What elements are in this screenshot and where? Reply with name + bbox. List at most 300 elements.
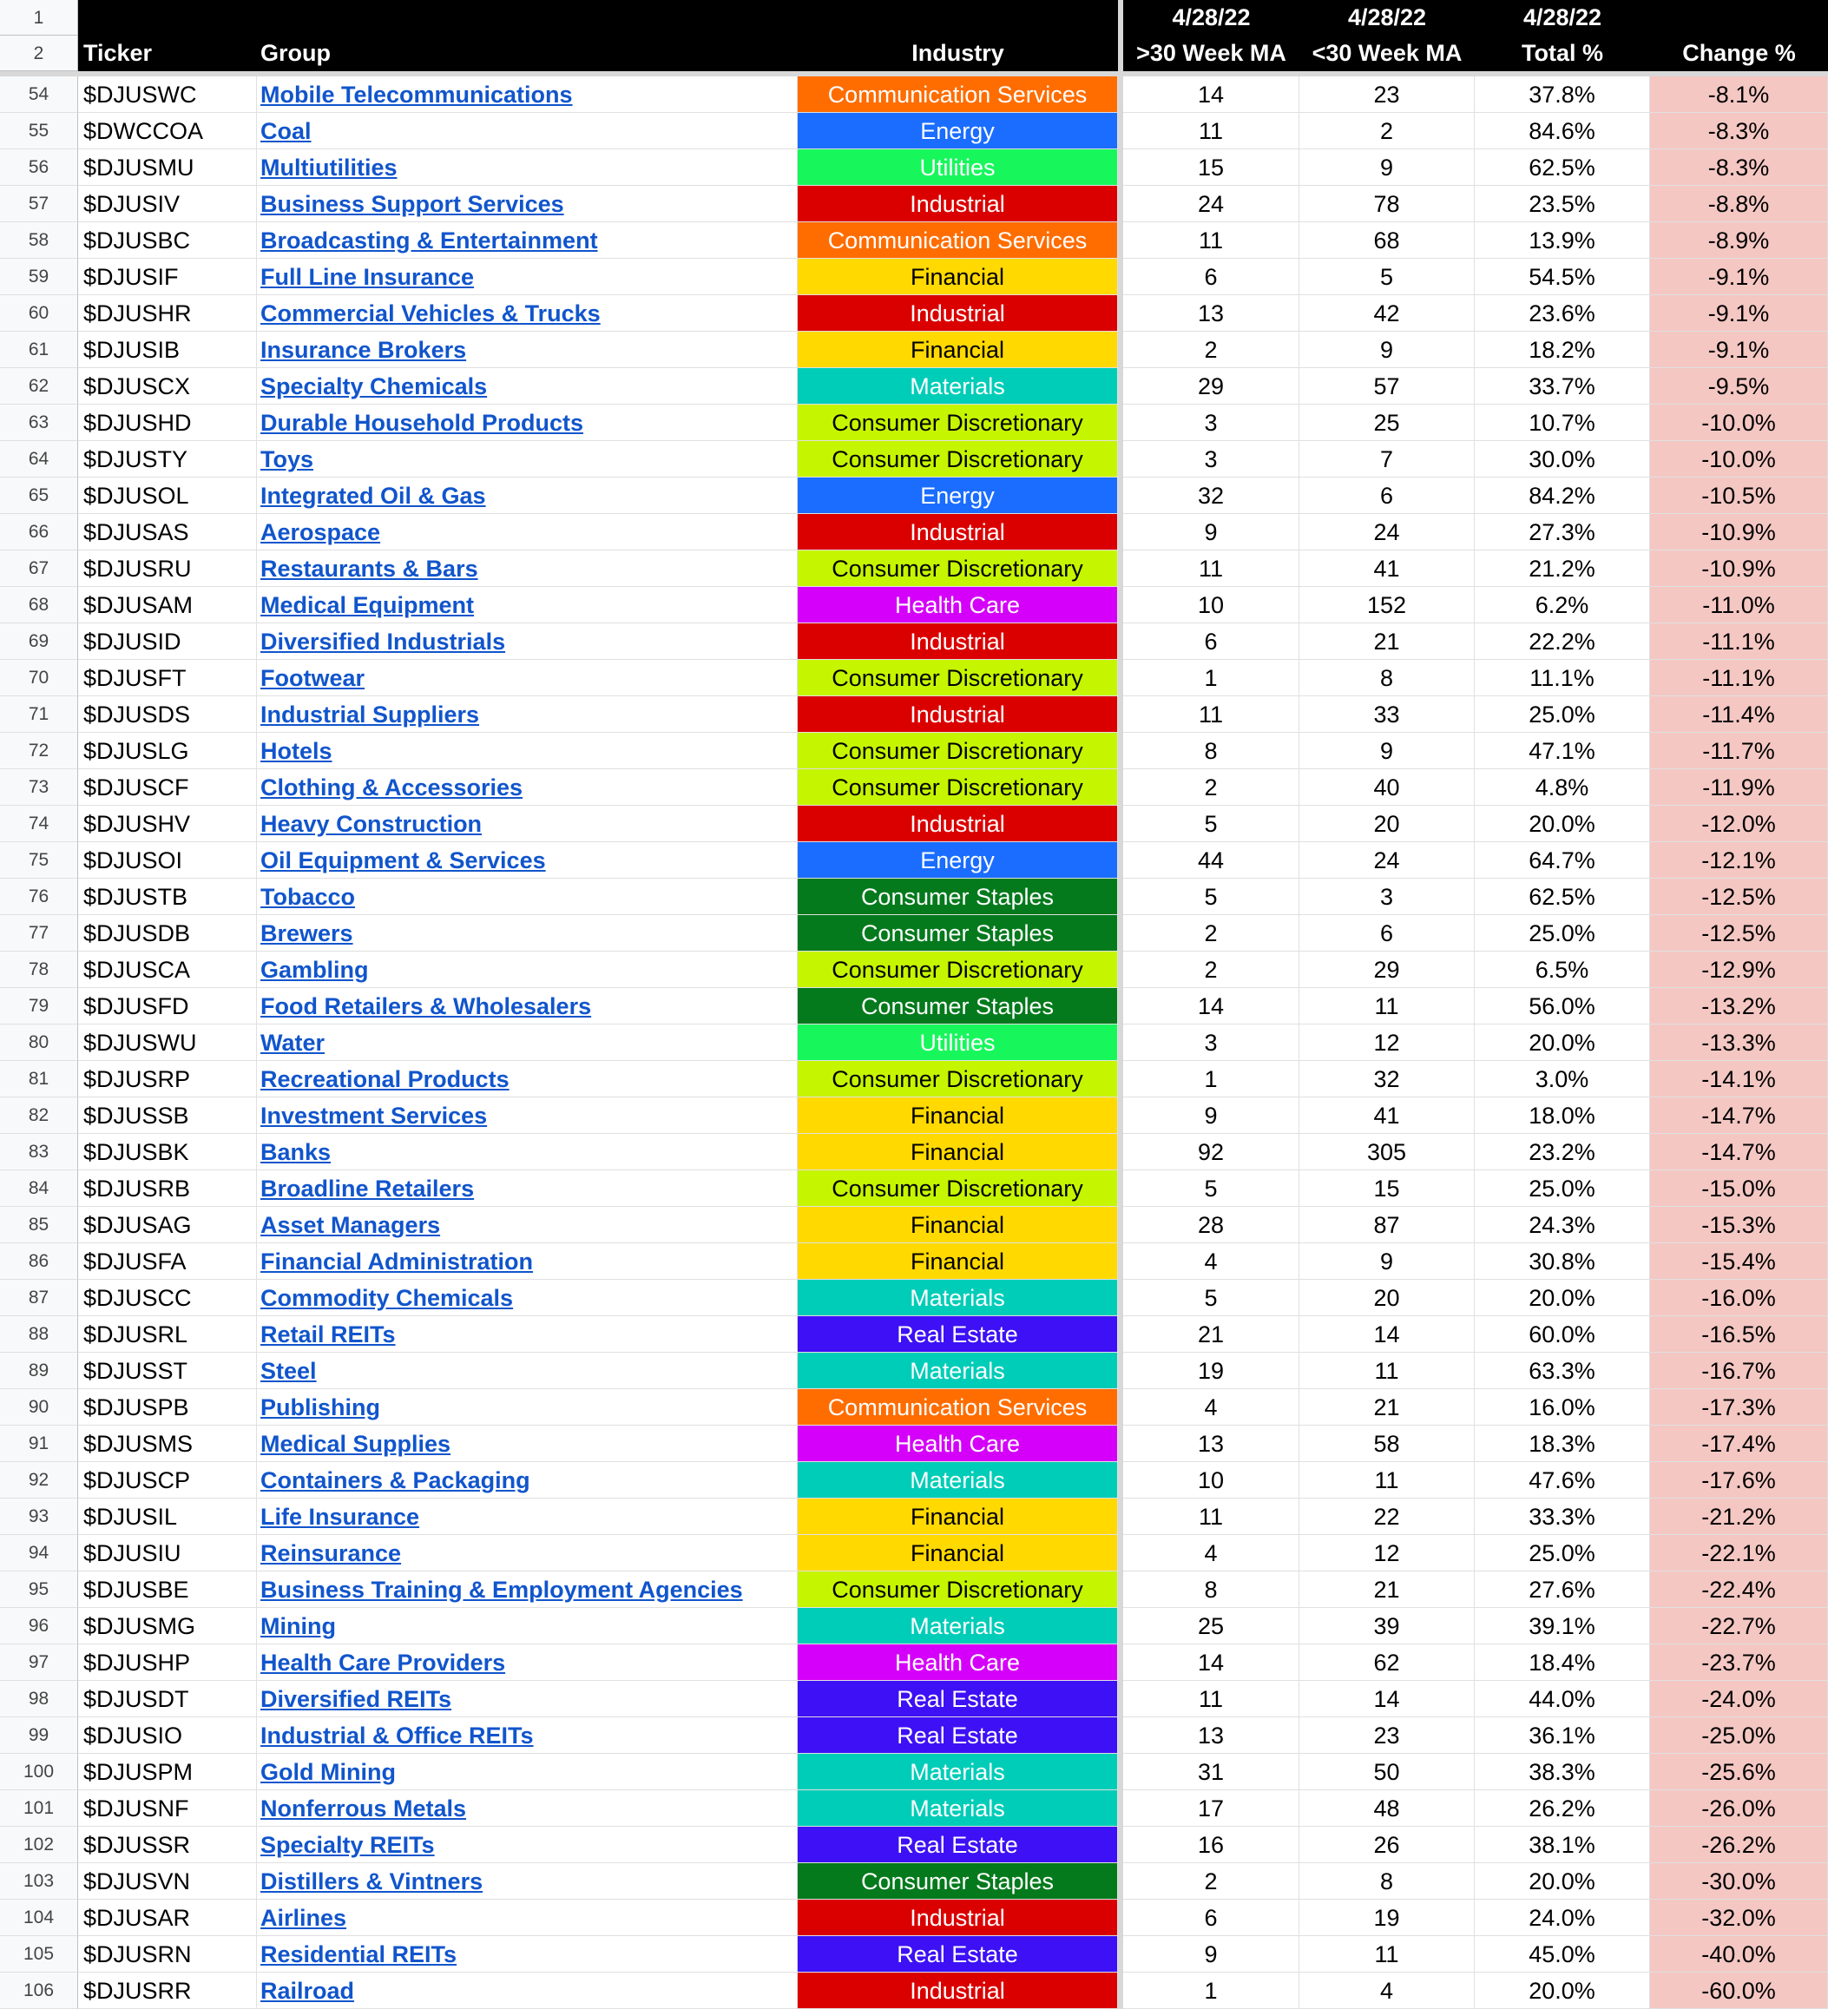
above-ma-cell[interactable]: 32 bbox=[1123, 478, 1299, 514]
ticker-cell[interactable]: $DJUSSR bbox=[78, 1827, 257, 1863]
row-number[interactable]: 70 bbox=[0, 660, 78, 696]
group-cell[interactable] bbox=[257, 952, 798, 988]
row-number[interactable]: 102 bbox=[0, 1827, 78, 1863]
industry-cell[interactable]: Materials bbox=[798, 1280, 1118, 1316]
group-link[interactable]: Water bbox=[260, 1030, 325, 1056]
ticker-cell[interactable]: $DJUSOL bbox=[78, 478, 257, 514]
above-ma-cell[interactable]: 5 bbox=[1123, 1170, 1299, 1207]
change-percent-cell[interactable]: -25.0% bbox=[1650, 1717, 1828, 1754]
group-link[interactable]: Nonferrous Metals bbox=[260, 1795, 467, 1822]
group-link[interactable]: Integrated Oil & Gas bbox=[260, 483, 486, 509]
row-number[interactable]: 87 bbox=[0, 1280, 78, 1316]
group-link[interactable]: Railroad bbox=[260, 1978, 355, 2004]
header-date-total[interactable]: 4/28/22 bbox=[1475, 0, 1650, 36]
industry-cell[interactable]: Energy bbox=[798, 113, 1118, 149]
total-percent-cell[interactable]: 4.8% bbox=[1475, 769, 1650, 806]
group-link[interactable]: Broadcasting & Entertainment bbox=[260, 227, 598, 254]
group-link[interactable]: Life Insurance bbox=[260, 1504, 420, 1530]
above-ma-cell[interactable]: 13 bbox=[1123, 1426, 1299, 1462]
group-link[interactable]: Multiutilities bbox=[260, 155, 398, 181]
group-cell[interactable] bbox=[257, 1499, 798, 1535]
change-percent-cell[interactable]: -17.3% bbox=[1650, 1389, 1828, 1426]
industry-cell[interactable]: Real Estate bbox=[798, 1936, 1118, 1973]
group-link[interactable]: Broadline Retailers bbox=[260, 1176, 475, 1202]
group-link[interactable]: Medical Equipment bbox=[260, 592, 475, 618]
below-ma-cell[interactable]: 19 bbox=[1299, 1900, 1475, 1936]
ticker-cell[interactable]: $DJUSDB bbox=[78, 915, 257, 952]
above-ma-cell[interactable]: 11 bbox=[1123, 1499, 1299, 1535]
group-link[interactable]: Insurance Brokers bbox=[260, 337, 467, 363]
header-empty-cell[interactable] bbox=[78, 0, 257, 36]
total-percent-cell[interactable]: 63.3% bbox=[1475, 1353, 1650, 1389]
header-below-ma[interactable]: <30 Week MA bbox=[1299, 36, 1475, 71]
ticker-cell[interactable]: $DJUSDS bbox=[78, 696, 257, 733]
ticker-cell[interactable]: $DJUSOI bbox=[78, 842, 257, 879]
above-ma-cell[interactable]: 4 bbox=[1123, 1389, 1299, 1426]
row-number[interactable]: 92 bbox=[0, 1462, 78, 1499]
total-percent-cell[interactable]: 20.0% bbox=[1475, 1024, 1650, 1061]
below-ma-cell[interactable]: 87 bbox=[1299, 1207, 1475, 1243]
change-percent-cell[interactable]: -16.5% bbox=[1650, 1316, 1828, 1353]
header-group[interactable]: Group bbox=[257, 36, 798, 71]
ticker-cell[interactable]: $DJUSPB bbox=[78, 1389, 257, 1426]
industry-cell[interactable]: Consumer Discretionary bbox=[798, 1061, 1118, 1097]
industry-cell[interactable]: Consumer Discretionary bbox=[798, 405, 1118, 441]
group-link[interactable]: Business Support Services bbox=[260, 191, 564, 217]
below-ma-cell[interactable]: 21 bbox=[1299, 1389, 1475, 1426]
change-percent-cell[interactable]: -8.9% bbox=[1650, 222, 1828, 259]
total-percent-cell[interactable]: 23.6% bbox=[1475, 295, 1650, 332]
ticker-cell[interactable]: $DJUSCC bbox=[78, 1280, 257, 1316]
industry-cell[interactable]: Financial bbox=[798, 1207, 1118, 1243]
group-link[interactable]: Financial Administration bbox=[260, 1248, 534, 1275]
industry-cell[interactable]: Consumer Discretionary bbox=[798, 441, 1118, 478]
row-number[interactable]: 69 bbox=[0, 623, 78, 660]
above-ma-cell[interactable]: 44 bbox=[1123, 842, 1299, 879]
group-cell[interactable] bbox=[257, 259, 798, 295]
change-percent-cell[interactable]: -26.2% bbox=[1650, 1827, 1828, 1863]
change-percent-cell[interactable]: -9.1% bbox=[1650, 332, 1828, 368]
ticker-cell[interactable]: $DJUSVN bbox=[78, 1863, 257, 1900]
group-cell[interactable] bbox=[257, 1134, 798, 1170]
below-ma-cell[interactable]: 11 bbox=[1299, 1353, 1475, 1389]
row-number[interactable]: 68 bbox=[0, 587, 78, 623]
industry-cell[interactable]: Communication Services bbox=[798, 222, 1118, 259]
industry-cell[interactable]: Communication Services bbox=[798, 76, 1118, 113]
total-percent-cell[interactable]: 84.2% bbox=[1475, 478, 1650, 514]
header-date-below-ma[interactable]: 4/28/22 bbox=[1299, 0, 1475, 36]
below-ma-cell[interactable]: 11 bbox=[1299, 1936, 1475, 1973]
industry-cell[interactable]: Real Estate bbox=[798, 1827, 1118, 1863]
group-cell[interactable] bbox=[257, 1644, 798, 1681]
row-number[interactable]: 97 bbox=[0, 1644, 78, 1681]
group-cell[interactable] bbox=[257, 186, 798, 222]
industry-cell[interactable]: Consumer Discretionary bbox=[798, 1170, 1118, 1207]
above-ma-cell[interactable]: 14 bbox=[1123, 76, 1299, 113]
group-link[interactable]: Steel bbox=[260, 1358, 317, 1384]
below-ma-cell[interactable]: 50 bbox=[1299, 1754, 1475, 1790]
below-ma-cell[interactable]: 78 bbox=[1299, 186, 1475, 222]
industry-cell[interactable]: Utilities bbox=[798, 149, 1118, 186]
change-percent-cell[interactable]: -32.0% bbox=[1650, 1900, 1828, 1936]
group-cell[interactable] bbox=[257, 1097, 798, 1134]
above-ma-cell[interactable]: 28 bbox=[1123, 1207, 1299, 1243]
change-percent-cell[interactable]: -13.2% bbox=[1650, 988, 1828, 1024]
group-link[interactable]: Gambling bbox=[260, 957, 369, 983]
change-percent-cell[interactable]: -8.8% bbox=[1650, 186, 1828, 222]
group-link[interactable]: Gold Mining bbox=[260, 1759, 396, 1785]
total-percent-cell[interactable]: 13.9% bbox=[1475, 222, 1650, 259]
total-percent-cell[interactable]: 20.0% bbox=[1475, 1973, 1650, 2009]
header-ticker[interactable]: Ticker bbox=[78, 36, 257, 71]
group-cell[interactable] bbox=[257, 295, 798, 332]
above-ma-cell[interactable]: 3 bbox=[1123, 405, 1299, 441]
group-cell[interactable] bbox=[257, 806, 798, 842]
industry-cell[interactable]: Materials bbox=[798, 1462, 1118, 1499]
ticker-cell[interactable]: $DJUSAR bbox=[78, 1900, 257, 1936]
row-number[interactable]: 96 bbox=[0, 1608, 78, 1644]
below-ma-cell[interactable]: 58 bbox=[1299, 1426, 1475, 1462]
below-ma-cell[interactable]: 8 bbox=[1299, 660, 1475, 696]
change-percent-cell[interactable]: -11.9% bbox=[1650, 769, 1828, 806]
below-ma-cell[interactable]: 20 bbox=[1299, 806, 1475, 842]
industry-cell[interactable]: Real Estate bbox=[798, 1681, 1118, 1717]
change-percent-cell[interactable]: -8.3% bbox=[1650, 113, 1828, 149]
total-percent-cell[interactable]: 64.7% bbox=[1475, 842, 1650, 879]
row-number[interactable]: 78 bbox=[0, 952, 78, 988]
change-percent-cell[interactable]: -13.3% bbox=[1650, 1024, 1828, 1061]
industry-cell[interactable]: Energy bbox=[798, 842, 1118, 879]
industry-cell[interactable]: Industrial bbox=[798, 295, 1118, 332]
above-ma-cell[interactable]: 21 bbox=[1123, 1316, 1299, 1353]
industry-cell[interactable]: Financial bbox=[798, 1535, 1118, 1571]
below-ma-cell[interactable]: 12 bbox=[1299, 1535, 1475, 1571]
below-ma-cell[interactable]: 20 bbox=[1299, 1280, 1475, 1316]
ticker-cell[interactable]: $DJUSID bbox=[78, 623, 257, 660]
ticker-cell[interactable]: $DJUSMU bbox=[78, 149, 257, 186]
group-cell[interactable] bbox=[257, 405, 798, 441]
ticker-cell[interactable]: $DJUSBC bbox=[78, 222, 257, 259]
industry-cell[interactable]: Financial bbox=[798, 1243, 1118, 1280]
total-percent-cell[interactable]: 6.2% bbox=[1475, 587, 1650, 623]
industry-cell[interactable]: Energy bbox=[798, 478, 1118, 514]
above-ma-cell[interactable]: 9 bbox=[1123, 514, 1299, 550]
below-ma-cell[interactable]: 3 bbox=[1299, 879, 1475, 915]
change-percent-cell[interactable]: -10.9% bbox=[1650, 514, 1828, 550]
total-percent-cell[interactable]: 25.0% bbox=[1475, 915, 1650, 952]
above-ma-cell[interactable]: 3 bbox=[1123, 1024, 1299, 1061]
industry-cell[interactable]: Materials bbox=[798, 1353, 1118, 1389]
ticker-cell[interactable]: $DJUSIV bbox=[78, 186, 257, 222]
row-number[interactable]: 77 bbox=[0, 915, 78, 952]
group-link[interactable]: Retail REITs bbox=[260, 1321, 396, 1347]
ticker-cell[interactable]: $DJUSLG bbox=[78, 733, 257, 769]
change-percent-cell[interactable]: -40.0% bbox=[1650, 1936, 1828, 1973]
industry-cell[interactable]: Industrial bbox=[798, 623, 1118, 660]
row-number[interactable]: 106 bbox=[0, 1973, 78, 2009]
above-ma-cell[interactable]: 8 bbox=[1123, 1571, 1299, 1608]
row-number[interactable]: 71 bbox=[0, 696, 78, 733]
change-percent-cell[interactable]: -12.5% bbox=[1650, 915, 1828, 952]
industry-cell[interactable]: Industrial bbox=[798, 1973, 1118, 2009]
above-ma-cell[interactable]: 1 bbox=[1123, 1061, 1299, 1097]
total-percent-cell[interactable]: 60.0% bbox=[1475, 1316, 1650, 1353]
industry-cell[interactable]: Consumer Discretionary bbox=[798, 952, 1118, 988]
total-percent-cell[interactable]: 54.5% bbox=[1475, 259, 1650, 295]
industry-cell[interactable]: Consumer Discretionary bbox=[798, 769, 1118, 806]
change-percent-cell[interactable]: -23.7% bbox=[1650, 1644, 1828, 1681]
header-date-above-ma[interactable]: 4/28/22 bbox=[1123, 0, 1299, 36]
row-number[interactable]: 60 bbox=[0, 295, 78, 332]
industry-cell[interactable]: Materials bbox=[798, 368, 1118, 405]
total-percent-cell[interactable]: 24.3% bbox=[1475, 1207, 1650, 1243]
change-percent-cell[interactable]: -14.1% bbox=[1650, 1061, 1828, 1097]
change-percent-cell[interactable]: -12.1% bbox=[1650, 842, 1828, 879]
row-number[interactable]: 93 bbox=[0, 1499, 78, 1535]
industry-cell[interactable]: Consumer Staples bbox=[798, 915, 1118, 952]
above-ma-cell[interactable]: 1 bbox=[1123, 660, 1299, 696]
below-ma-cell[interactable]: 5 bbox=[1299, 259, 1475, 295]
change-percent-cell[interactable]: -14.7% bbox=[1650, 1097, 1828, 1134]
group-cell[interactable] bbox=[257, 1681, 798, 1717]
group-cell[interactable] bbox=[257, 1754, 798, 1790]
above-ma-cell[interactable]: 2 bbox=[1123, 952, 1299, 988]
change-percent-cell[interactable]: -8.3% bbox=[1650, 149, 1828, 186]
below-ma-cell[interactable]: 26 bbox=[1299, 1827, 1475, 1863]
industry-cell[interactable]: Financial bbox=[798, 332, 1118, 368]
row-number[interactable]: 94 bbox=[0, 1535, 78, 1571]
industry-cell[interactable]: Financial bbox=[798, 1134, 1118, 1170]
group-cell[interactable] bbox=[257, 1936, 798, 1973]
group-link[interactable]: Mobile Telecommunications bbox=[260, 82, 573, 108]
ticker-cell[interactable]: $DJUSWU bbox=[78, 1024, 257, 1061]
change-percent-cell[interactable]: -22.7% bbox=[1650, 1608, 1828, 1644]
row-number[interactable]: 2 bbox=[0, 36, 78, 71]
total-percent-cell[interactable]: 11.1% bbox=[1475, 660, 1650, 696]
total-percent-cell[interactable]: 39.1% bbox=[1475, 1608, 1650, 1644]
group-link[interactable]: Aerospace bbox=[260, 519, 381, 545]
above-ma-cell[interactable]: 11 bbox=[1123, 113, 1299, 149]
change-percent-cell[interactable]: -22.4% bbox=[1650, 1571, 1828, 1608]
total-percent-cell[interactable]: 38.1% bbox=[1475, 1827, 1650, 1863]
row-number[interactable]: 83 bbox=[0, 1134, 78, 1170]
group-cell[interactable] bbox=[257, 769, 798, 806]
group-link[interactable]: Heavy Construction bbox=[260, 811, 483, 837]
ticker-cell[interactable]: $DJUSCP bbox=[78, 1462, 257, 1499]
group-link[interactable]: Diversified Industrials bbox=[260, 629, 506, 655]
below-ma-cell[interactable]: 8 bbox=[1299, 1863, 1475, 1900]
change-percent-cell[interactable]: -26.0% bbox=[1650, 1790, 1828, 1827]
total-percent-cell[interactable]: 21.2% bbox=[1475, 550, 1650, 587]
above-ma-cell[interactable]: 13 bbox=[1123, 295, 1299, 332]
change-percent-cell[interactable]: -30.0% bbox=[1650, 1863, 1828, 1900]
change-percent-cell[interactable]: -15.3% bbox=[1650, 1207, 1828, 1243]
above-ma-cell[interactable]: 14 bbox=[1123, 1644, 1299, 1681]
group-link[interactable]: Oil Equipment & Services bbox=[260, 847, 546, 873]
group-cell[interactable] bbox=[257, 1426, 798, 1462]
total-percent-cell[interactable]: 45.0% bbox=[1475, 1936, 1650, 1973]
group-cell[interactable] bbox=[257, 1024, 798, 1061]
above-ma-cell[interactable]: 9 bbox=[1123, 1936, 1299, 1973]
below-ma-cell[interactable]: 57 bbox=[1299, 368, 1475, 405]
below-ma-cell[interactable]: 14 bbox=[1299, 1316, 1475, 1353]
industry-cell[interactable]: Health Care bbox=[798, 1644, 1118, 1681]
ticker-cell[interactable]: $DJUSRB bbox=[78, 1170, 257, 1207]
group-cell[interactable] bbox=[257, 1863, 798, 1900]
change-percent-cell[interactable]: -11.7% bbox=[1650, 733, 1828, 769]
row-number[interactable]: 62 bbox=[0, 368, 78, 405]
ticker-cell[interactable]: $DJUSCA bbox=[78, 952, 257, 988]
below-ma-cell[interactable]: 6 bbox=[1299, 915, 1475, 952]
above-ma-cell[interactable]: 31 bbox=[1123, 1754, 1299, 1790]
group-link[interactable]: Specialty Chemicals bbox=[260, 373, 488, 399]
group-link[interactable]: Airlines bbox=[260, 1905, 347, 1931]
group-link[interactable]: Coal bbox=[260, 118, 312, 144]
above-ma-cell[interactable]: 5 bbox=[1123, 806, 1299, 842]
ticker-cell[interactable]: $DJUSIF bbox=[78, 259, 257, 295]
industry-cell[interactable]: Real Estate bbox=[798, 1717, 1118, 1754]
below-ma-cell[interactable]: 21 bbox=[1299, 623, 1475, 660]
group-cell[interactable] bbox=[257, 842, 798, 879]
header-empty-cell[interactable] bbox=[798, 0, 1118, 36]
group-cell[interactable] bbox=[257, 1571, 798, 1608]
group-cell[interactable] bbox=[257, 550, 798, 587]
above-ma-cell[interactable]: 2 bbox=[1123, 1863, 1299, 1900]
below-ma-cell[interactable]: 12 bbox=[1299, 1024, 1475, 1061]
above-ma-cell[interactable]: 3 bbox=[1123, 441, 1299, 478]
above-ma-cell[interactable]: 15 bbox=[1123, 149, 1299, 186]
row-number[interactable]: 86 bbox=[0, 1243, 78, 1280]
below-ma-cell[interactable]: 62 bbox=[1299, 1644, 1475, 1681]
group-cell[interactable] bbox=[257, 660, 798, 696]
group-link[interactable]: Tobacco bbox=[260, 884, 356, 910]
ticker-cell[interactable]: $DJUSIU bbox=[78, 1535, 257, 1571]
change-percent-cell[interactable]: -25.6% bbox=[1650, 1754, 1828, 1790]
industry-cell[interactable]: Utilities bbox=[798, 1024, 1118, 1061]
industry-cell[interactable]: Consumer Discretionary bbox=[798, 733, 1118, 769]
group-link[interactable]: Distillers & Vintners bbox=[260, 1868, 483, 1894]
group-link[interactable]: Hotels bbox=[260, 738, 332, 764]
above-ma-cell[interactable]: 8 bbox=[1123, 733, 1299, 769]
change-percent-cell[interactable]: -12.9% bbox=[1650, 952, 1828, 988]
above-ma-cell[interactable]: 92 bbox=[1123, 1134, 1299, 1170]
group-cell[interactable] bbox=[257, 879, 798, 915]
total-percent-cell[interactable]: 36.1% bbox=[1475, 1717, 1650, 1754]
header-industry[interactable]: Industry bbox=[798, 36, 1118, 71]
industry-cell[interactable]: Financial bbox=[798, 259, 1118, 295]
above-ma-cell[interactable]: 10 bbox=[1123, 1462, 1299, 1499]
total-percent-cell[interactable]: 33.7% bbox=[1475, 368, 1650, 405]
ticker-cell[interactable]: $DJUSSB bbox=[78, 1097, 257, 1134]
row-number[interactable]: 103 bbox=[0, 1863, 78, 1900]
total-percent-cell[interactable]: 47.6% bbox=[1475, 1462, 1650, 1499]
row-number[interactable]: 76 bbox=[0, 879, 78, 915]
change-percent-cell[interactable]: -11.1% bbox=[1650, 660, 1828, 696]
total-percent-cell[interactable]: 23.5% bbox=[1475, 186, 1650, 222]
change-percent-cell[interactable]: -21.2% bbox=[1650, 1499, 1828, 1535]
total-percent-cell[interactable]: 22.2% bbox=[1475, 623, 1650, 660]
industry-cell[interactable]: Consumer Staples bbox=[798, 988, 1118, 1024]
row-number[interactable]: 63 bbox=[0, 405, 78, 441]
below-ma-cell[interactable]: 25 bbox=[1299, 405, 1475, 441]
group-link[interactable]: Toys bbox=[260, 446, 314, 472]
row-number[interactable]: 59 bbox=[0, 259, 78, 295]
industry-cell[interactable]: Materials bbox=[798, 1754, 1118, 1790]
group-cell[interactable] bbox=[257, 733, 798, 769]
group-link[interactable]: Food Retailers & Wholesalers bbox=[260, 993, 592, 1019]
above-ma-cell[interactable]: 14 bbox=[1123, 988, 1299, 1024]
above-ma-cell[interactable]: 2 bbox=[1123, 332, 1299, 368]
row-number[interactable]: 82 bbox=[0, 1097, 78, 1134]
below-ma-cell[interactable]: 14 bbox=[1299, 1681, 1475, 1717]
industry-cell[interactable]: Financial bbox=[798, 1097, 1118, 1134]
above-ma-cell[interactable]: 6 bbox=[1123, 1900, 1299, 1936]
total-percent-cell[interactable]: 27.3% bbox=[1475, 514, 1650, 550]
group-link[interactable]: Commercial Vehicles & Trucks bbox=[260, 300, 601, 326]
above-ma-cell[interactable]: 16 bbox=[1123, 1827, 1299, 1863]
group-cell[interactable] bbox=[257, 1535, 798, 1571]
change-percent-cell[interactable]: -16.0% bbox=[1650, 1280, 1828, 1316]
below-ma-cell[interactable]: 39 bbox=[1299, 1608, 1475, 1644]
below-ma-cell[interactable]: 29 bbox=[1299, 952, 1475, 988]
above-ma-cell[interactable]: 10 bbox=[1123, 587, 1299, 623]
total-percent-cell[interactable]: 37.8% bbox=[1475, 76, 1650, 113]
total-percent-cell[interactable]: 26.2% bbox=[1475, 1790, 1650, 1827]
total-percent-cell[interactable]: 44.0% bbox=[1475, 1681, 1650, 1717]
ticker-cell[interactable]: $DJUSCX bbox=[78, 368, 257, 405]
row-number[interactable]: 101 bbox=[0, 1790, 78, 1827]
header-total[interactable]: Total % bbox=[1475, 36, 1650, 71]
above-ma-cell[interactable]: 9 bbox=[1123, 1097, 1299, 1134]
industry-cell[interactable]: Materials bbox=[798, 1608, 1118, 1644]
group-cell[interactable] bbox=[257, 915, 798, 952]
total-percent-cell[interactable]: 20.0% bbox=[1475, 1280, 1650, 1316]
row-number[interactable]: 79 bbox=[0, 988, 78, 1024]
group-link[interactable]: Recreational Products bbox=[260, 1066, 510, 1092]
ticker-cell[interactable]: $DJUSAM bbox=[78, 587, 257, 623]
ticker-cell[interactable]: $DJUSST bbox=[78, 1353, 257, 1389]
industry-cell[interactable]: Health Care bbox=[798, 1426, 1118, 1462]
group-link[interactable]: Investment Services bbox=[260, 1103, 488, 1129]
row-number[interactable]: 74 bbox=[0, 806, 78, 842]
ticker-cell[interactable]: $DJUSTY bbox=[78, 441, 257, 478]
total-percent-cell[interactable]: 38.3% bbox=[1475, 1754, 1650, 1790]
below-ma-cell[interactable]: 21 bbox=[1299, 1571, 1475, 1608]
row-number[interactable]: 85 bbox=[0, 1207, 78, 1243]
below-ma-cell[interactable]: 15 bbox=[1299, 1170, 1475, 1207]
row-number[interactable]: 91 bbox=[0, 1426, 78, 1462]
ticker-cell[interactable]: $DJUSHD bbox=[78, 405, 257, 441]
header-empty-cell[interactable] bbox=[257, 0, 798, 36]
above-ma-cell[interactable]: 17 bbox=[1123, 1790, 1299, 1827]
below-ma-cell[interactable]: 2 bbox=[1299, 113, 1475, 149]
row-number[interactable]: 75 bbox=[0, 842, 78, 879]
industry-cell[interactable]: Communication Services bbox=[798, 1389, 1118, 1426]
total-percent-cell[interactable]: 18.3% bbox=[1475, 1426, 1650, 1462]
industry-cell[interactable]: Financial bbox=[798, 1499, 1118, 1535]
above-ma-cell[interactable]: 2 bbox=[1123, 915, 1299, 952]
total-percent-cell[interactable]: 62.5% bbox=[1475, 879, 1650, 915]
group-cell[interactable] bbox=[257, 149, 798, 186]
total-percent-cell[interactable]: 3.0% bbox=[1475, 1061, 1650, 1097]
below-ma-cell[interactable]: 305 bbox=[1299, 1134, 1475, 1170]
group-cell[interactable] bbox=[257, 514, 798, 550]
ticker-cell[interactable]: $DJUSPM bbox=[78, 1754, 257, 1790]
row-number[interactable]: 99 bbox=[0, 1717, 78, 1754]
industry-cell[interactable]: Industrial bbox=[798, 1900, 1118, 1936]
below-ma-cell[interactable]: 42 bbox=[1299, 295, 1475, 332]
group-link[interactable]: Footwear bbox=[260, 665, 365, 691]
